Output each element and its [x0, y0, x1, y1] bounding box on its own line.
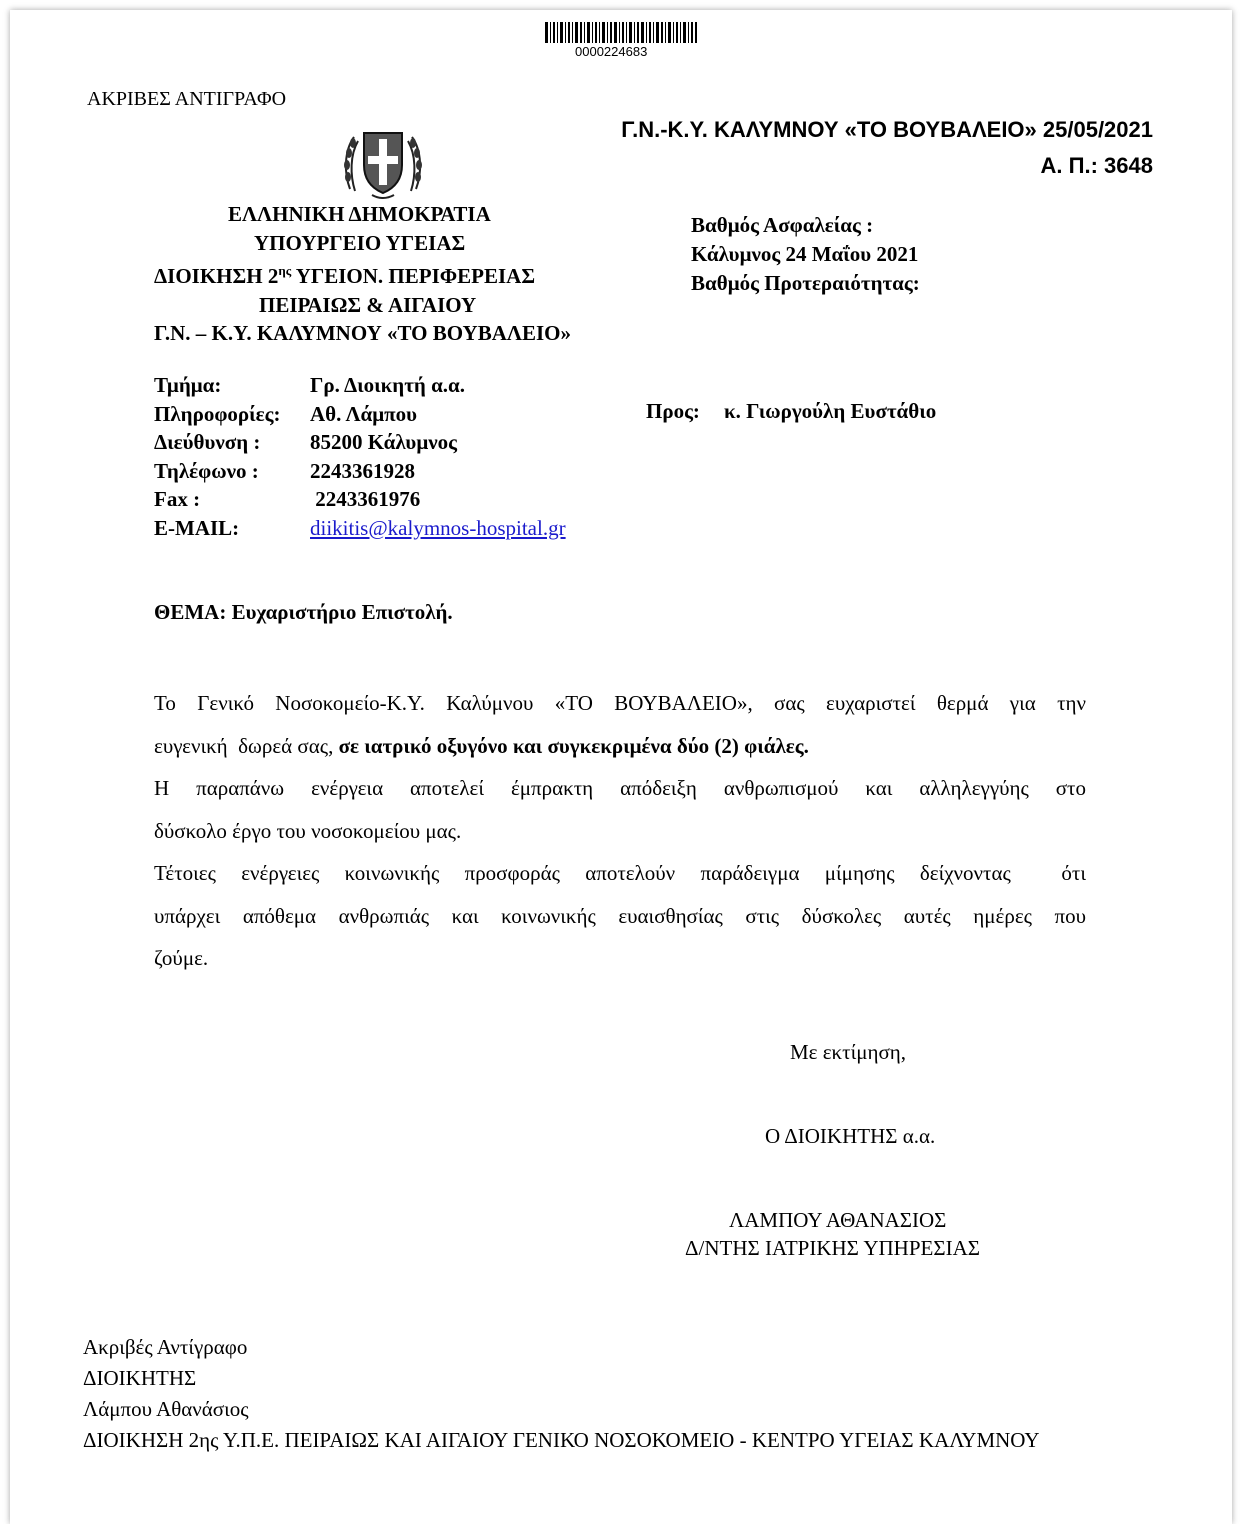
contact-label: Πληροφορίες:	[154, 401, 281, 426]
security-level: Βαθμός Ασφαλείας :	[691, 213, 874, 237]
body-line: Η παραπάνω ενέργεια αποτελεί έμπρακτη απόδειξη ανθρωπισμού και αλληλεγγύης στο	[154, 776, 1086, 800]
contact-value: 2243361928	[310, 458, 415, 483]
contact-block	[154, 371, 566, 542]
body-line: δύσκολο έργο του νοσοκομείου μας.	[154, 818, 462, 843]
protocol-number: Α. Π.: 3648	[1040, 153, 1153, 178]
body-line: Το Γενικό Νοσοκομείο-Κ.Υ. Καλύμνου «ΤΟ ΒΟΥΒΑΛΕΙΟ», σας ευχαριστεί θερμά για την	[154, 691, 1086, 715]
body-line: ευγενική δωρεά σας, σε ιατρικό οξυγόνο και συγκεκριμένα δύο (2) φιάλες.	[154, 733, 809, 758]
place-date: Κάλυμνος 24 Μαΐου 2021	[691, 242, 919, 266]
contact-value: Αθ. Λάμπου	[310, 401, 418, 426]
organization-block	[130, 200, 660, 348]
signatory-title: Δ/ΝΤΗΣ ΙΑΤΡΙΚΗΣ ΥΠΗΡΕΣΙΑΣ	[685, 1236, 980, 1260]
priority-level: Βαθμός Προτεραιότητας:	[691, 271, 920, 295]
contact-row	[154, 514, 566, 543]
footer-line: ΔΙΟΙΚΗΤΗΣ	[83, 1366, 197, 1390]
barcode	[545, 22, 697, 43]
contact-label: E-MAIL:	[154, 515, 240, 540]
contact-row	[154, 400, 566, 429]
body-line: Τέτοιες ενέργειες κοινωνικής προσφοράς αποτελούν παράδειγμα μίμησης δείχνοντας ότι	[154, 861, 1086, 885]
body-line: ζούμε.	[154, 946, 209, 970]
certification-footer	[83, 1332, 1040, 1456]
document-meta	[691, 211, 920, 298]
signatory-role: Ο ΔΙΟΙΚΗΤΗΣ α.α.	[765, 1124, 936, 1148]
contact-value: 2243361976	[310, 487, 421, 511]
protocol-header: Γ.Ν.-Κ.Υ. ΚΑΛΥΜΝΟΥ «ΤΟ ΒΟΥΒΑΛΕΙΟ» 25/05/2021	[621, 117, 1153, 142]
contact-label: Τηλέφωνο :	[154, 458, 259, 483]
exact-copy-label: ΑΚΡΙΒΕΣ ΑΝΤΙΓΡΑΦΟ	[87, 88, 287, 110]
footer-line: ΔΙΟΙΚΗΣΗ 2ης Υ.Π.Ε. ΠΕΙΡΑΙΩΣ ΚΑΙ ΑΙΓΑΙΟΥ ΓΕΝΙΚΟ ΝΟΣΟΚΟΜΕΙΟ - ΚΕΝΤΡΟ ΥΓΕΙΑΣ ΚΑΛΥΜΝΟΥ	[83, 1428, 1040, 1452]
contact-label: Διεύθυνση :	[154, 430, 261, 454]
email-link[interactable]: diikitis@kalymnos-hospital.gr	[310, 515, 566, 540]
footer-line: Ακριβές Αντίγραφο	[83, 1335, 248, 1359]
recipient	[646, 399, 936, 424]
recipient-name: κ. Γιωργούλη Ευστάθιο	[723, 399, 937, 423]
org-line-hospital: Γ.Ν. – Κ.Υ. ΚΑΛΥΜΝΟΥ «ΤΟ ΒΟΥΒΑΛΕΙΟ»	[154, 321, 571, 345]
body-line: υπάρχει απόθεμα ανθρωπιάς και κοινωνικής ευαισθησίας στις δύσκολες αυτές ημέρες που	[154, 903, 1086, 928]
barcode-number: 0000224683	[575, 44, 648, 59]
contact-row	[154, 428, 566, 457]
org-line-ministry: ΥΠΟΥΡΓΕΙΟ ΥΓΕΙΑΣ	[254, 230, 466, 255]
contact-label: Τμήμα:	[154, 373, 222, 397]
recipient-label: Προς:	[646, 399, 700, 423]
closing-salutation: Με εκτίμηση,	[790, 1040, 907, 1064]
contact-value: Γρ. Διοικητή α.α.	[310, 373, 466, 397]
footer-line: Λάμπου Αθανάσιος	[83, 1397, 249, 1421]
subject-line: ΘΕΜΑ: Ευχαριστήριο Επιστολή.	[154, 600, 453, 624]
letter-body	[154, 682, 1086, 980]
coat-of-arms-icon	[342, 125, 424, 201]
org-line-republic: ΕΛΛΗΝΙΚΗ ΔΗΜΟΚΡΑΤΙΑ	[228, 202, 491, 226]
org-line-region: ΠΕΙΡΑΙΩΣ & ΑΙΓΑΙΟΥ	[259, 292, 477, 317]
contact-value: 85200 Κάλυμνος	[310, 430, 457, 454]
contact-label: Fax :	[154, 487, 201, 511]
contact-row	[154, 371, 566, 400]
contact-row	[154, 457, 566, 486]
donation-highlight: σε ιατρικό οξυγόνο και συγκεκριμένα δύο (2) φιάλες.	[338, 733, 809, 758]
signatory-name: ΛΑΜΠΟΥ ΑΘΑΝΑΣΙΟΣ	[729, 1208, 947, 1232]
org-line-administration: ΔΙΟΙΚΗΣΗ $2^{\eta\varsigma}$ ΥΓΕΙΟΝ. ΠΕΡΙΦΕΡΕΙΑΣ	[154, 263, 536, 288]
contact-row	[154, 485, 566, 514]
